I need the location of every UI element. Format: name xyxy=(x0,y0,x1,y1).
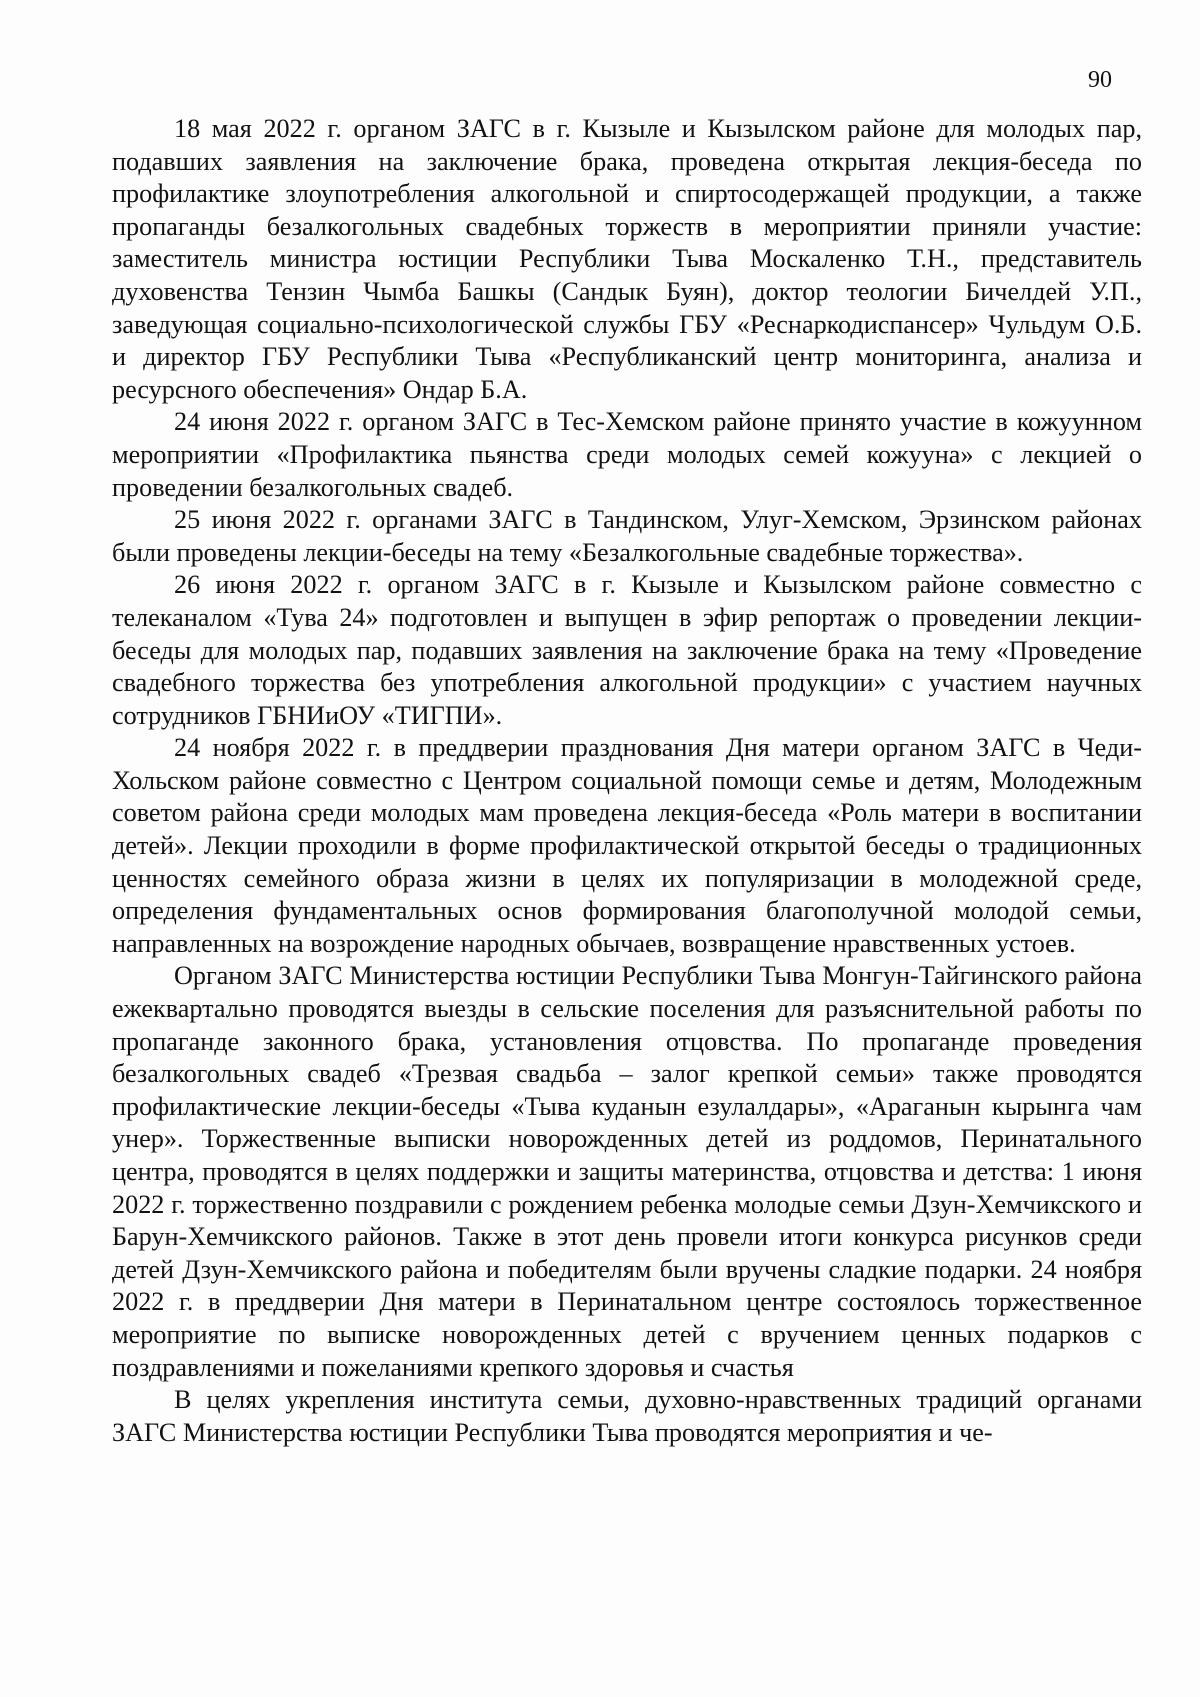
paragraph-family-institution: В целях укрепления института семьи, духовно-нравственных традиций органами ЗАГС Министерства юстиции Республики Тыва проводятся мероприятия и че- xyxy=(112,1385,1142,1447)
paragraph-zags-kyzyl-lecture: 18 мая 2022 г. органом ЗАГС в г. Кызыле и Кызылском районе для молодых пар, подавших заявления на заключение брака, проведена открытая лекция-беседа по профилактике злоупотребления алкогольной и спиртосодержащей продукции, а также пропаганды безалкогольных свадебных торжеств в мероприятии приняли участие: заместитель министра юстиции Республики Тыва Москаленко Т.Н., представитель духовенства Тензин Чымба Башкы (Сандык Буян), доктор теологии Бичелдей У.П., заведующая социально-психологической службы ГБУ «Реснаркодиспансер» Чульдум О.Б. и директор ГБУ Республики Тыва «Республиканский центр мониторинга, анализа и ресурсного обеспечения» Ондар Б.А. xyxy=(112,114,1142,404)
page-number: 90 xyxy=(1088,67,1112,93)
paragraph-mothers-day-lecture: 24 ноября 2022 г. в преддверии празднования Дня матери органом ЗАГС в Чеди-Хольском районе совместно с Центром социальной помощи семье и детям, Молодежным советом района среди молодых мам проведена лекция-беседа «Роль матери в воспитании детей». Лекции проходили в форме профилактической открытой беседы о традиционных ценностях семейного образа жизни в целях их популяризации в молодежной среде, определения фундаментальных основ формирования благополучной молодой семьи, направленных на возрождение народных обычаев, возвращение нравственных устоев. xyxy=(112,733,1142,958)
paragraph-district-lectures: 25 июня 2022 г. органами ЗАГС в Тандинском, Улуг-Хемском, Эрзинском районах были проведены лекции-беседы на тему «Безалкогольные свадебные торжества». xyxy=(112,505,1142,567)
paragraph-tes-khem-event: 24 июня 2022 г. органом ЗАГС в Тес-Хемском районе принято участие в кожуунном мероприятии «Профилактика пьянства среди молодых семей кожууна» с лекцией о проведении безалкогольных свадеб. xyxy=(112,407,1142,502)
paragraph-mongun-taiga-activities: Органом ЗАГС Министерства юстиции Республики Тыва Монгун-Тайгинского района ежеквартально проводятся выезды в сельские поселения для разъяснительной работы по пропаганде законного брака, установления отцовства. По пропаганде проведения безалкогольных свадеб «Трезвая свадьба – залог крепкой семьи» также проводятся профилактические лекции-беседы «Тыва куданын езулалдары», «Араганын кырынга чам унер». Торжественные выписки новорожденных детей из роддомов, Перинатального центра, проводятся в целях поддержки и защиты материнства, отцовства и детства: 1 июня 2022 г. торжественно поздравили с рождением ребенка молодые семьи Дзун-Хемчикского и Барун-Хемчикского районов. Также в этот день провели итоги конкурса рисунков среди детей Дзун-Хемчикского района и победителям были вручены сладкие подарки. 24 ноября 2022 г. в преддверии Дня матери в Перинатальном центре состоялось торжественное мероприятие по выписке новорожденных детей с вручением ценных подарков с поздравлениями и пожеланиями крепкого здоровья и счастья xyxy=(112,961,1142,1382)
document-body xyxy=(112,113,1142,1449)
paragraph-tuva24-report: 26 июня 2022 г. органом ЗАГС в г. Кызыле и Кызылском районе совместно с телеканалом «Тува 24» подготовлен и выпущен в эфир репортаж о проведении лекции-беседы для молодых пар, подавших заявления на заключение брака на тему «Проведение свадебного торжества без употребления алкогольной продукции» с участием научных сотрудников ГБНИиОУ «ТИГПИ». xyxy=(112,570,1142,730)
